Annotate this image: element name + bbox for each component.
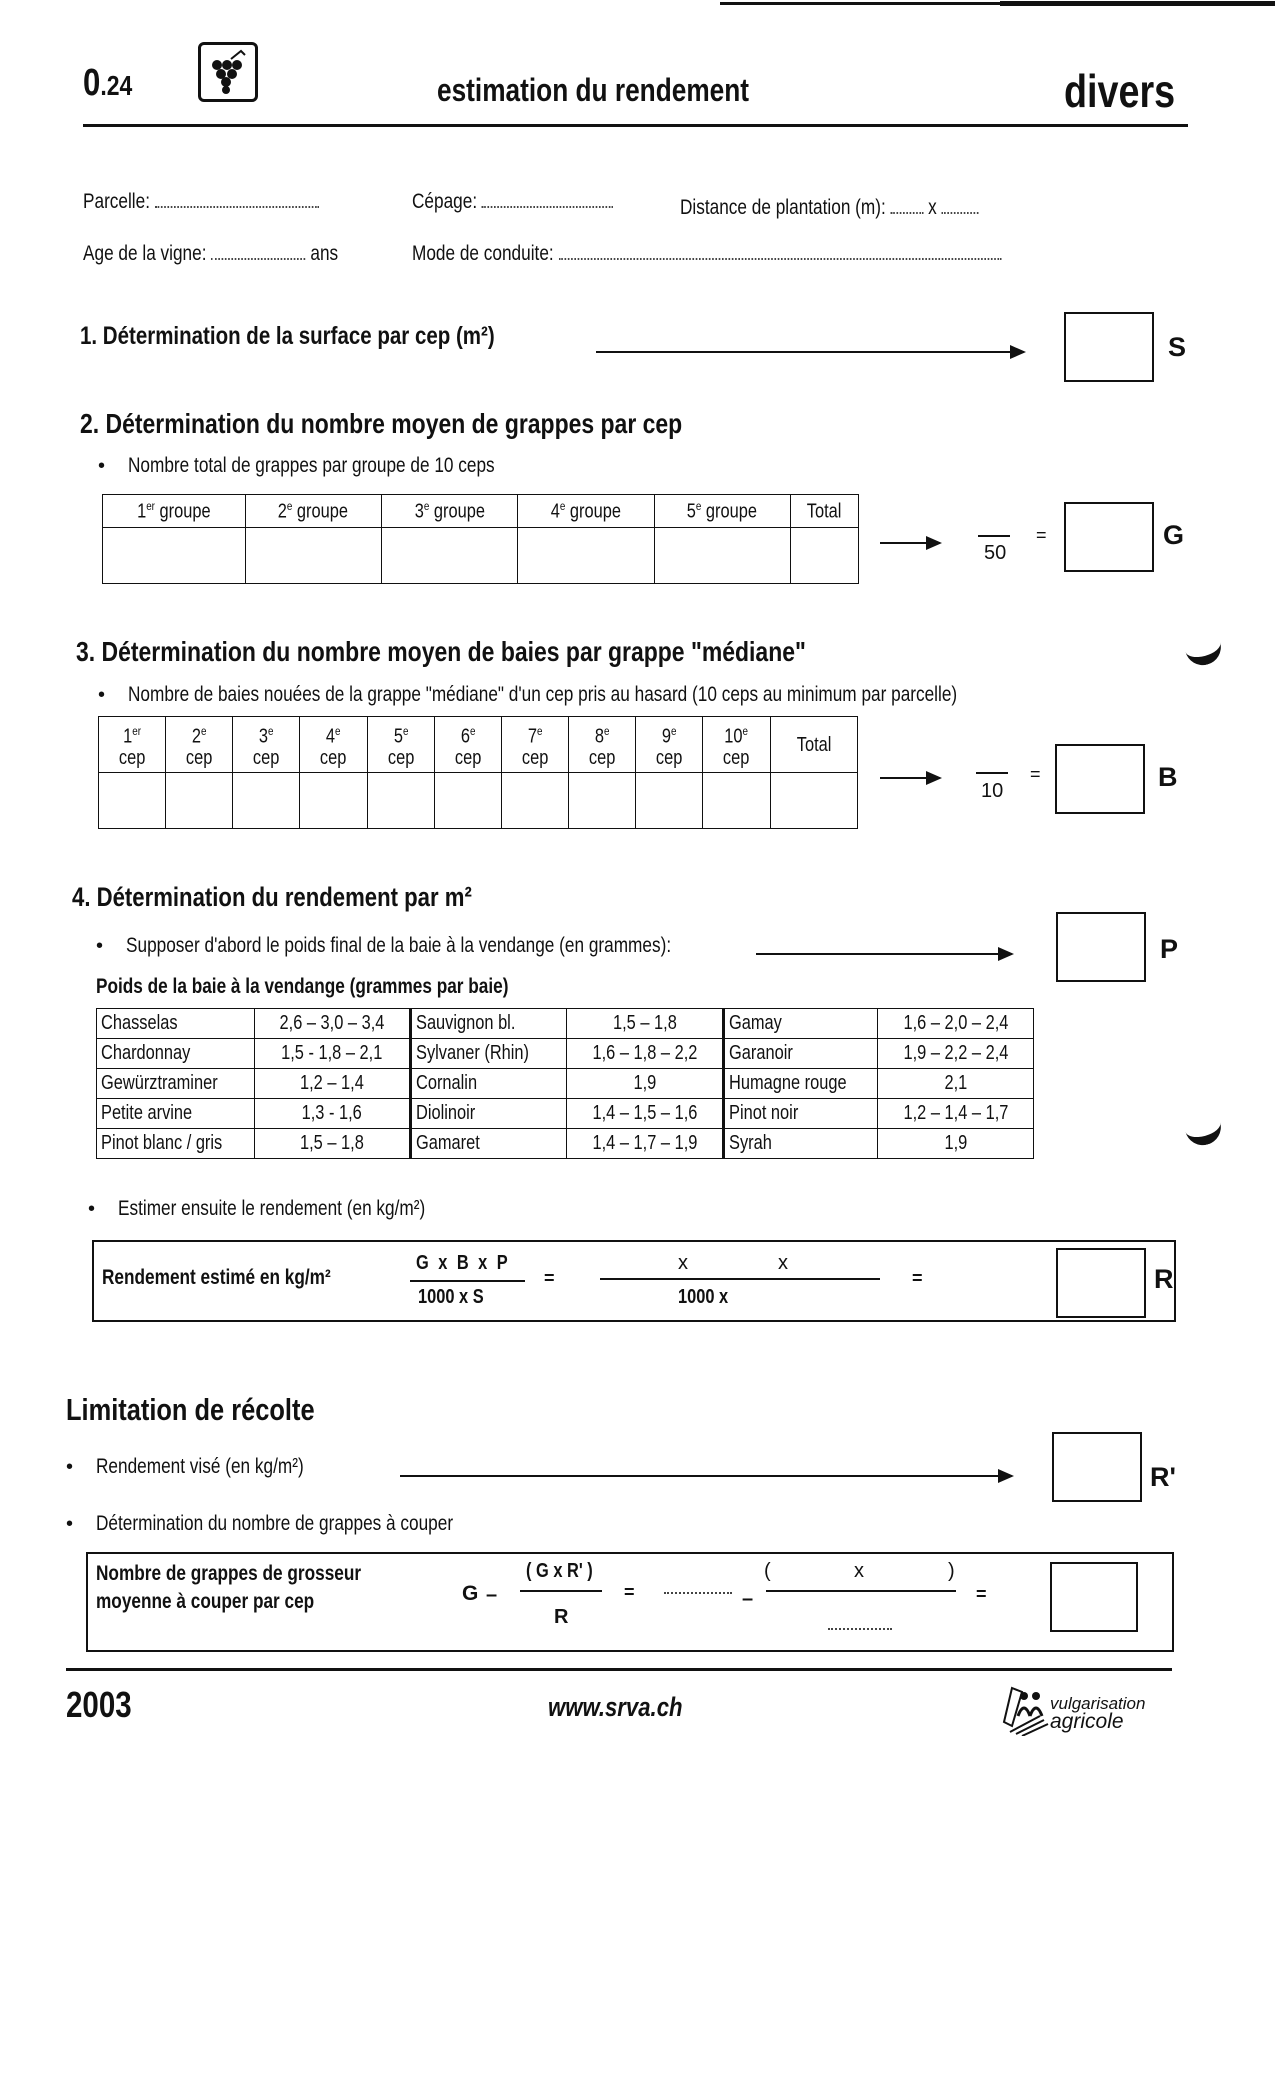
- limitation-title: Limitation de récolte: [66, 1392, 315, 1427]
- grape-cluster-icon: [198, 42, 258, 102]
- header-rule: [83, 124, 1188, 127]
- p-result-label: P: [1160, 934, 1179, 964]
- baies-input-cell[interactable]: [99, 773, 166, 829]
- formula-x: x: [854, 1560, 864, 1582]
- limitation-bullet2: • Détermination du nombre de grappes à couper: [66, 1512, 531, 1536]
- binder-hole-mark: [1183, 1114, 1225, 1149]
- footer-year: 2003: [66, 1684, 132, 1725]
- section2-title: 2. Détermination du nombre moyen de grappes par cep: [80, 408, 683, 439]
- parcelle-field[interactable]: [155, 192, 319, 208]
- berry-weight-cell: 1,2 – 1,4: [254, 1069, 411, 1099]
- distance-label: Distance de plantation (m):: [680, 196, 886, 219]
- cepage-name-cell: Pinot blanc / gris: [97, 1129, 255, 1159]
- age-label: Age de la vigne:: [83, 242, 207, 265]
- baies-col-header: 1er cep: [99, 717, 166, 773]
- grappes-col-header: 2e groupe: [245, 495, 381, 528]
- formula-gr-numerator: ( G x R' ): [526, 1560, 593, 1582]
- mode-field[interactable]: [558, 244, 1001, 260]
- g-equals: =: [1036, 525, 1047, 545]
- baies-col-header: Total: [770, 717, 857, 773]
- formula-fraction-line: [410, 1280, 525, 1282]
- limitation-arrow: [400, 1475, 1012, 1477]
- parcelle-label: Parcelle:: [83, 190, 150, 213]
- sheet-code-main: 0: [83, 62, 101, 104]
- baies-input-cell[interactable]: [367, 773, 434, 829]
- berry-weight-cell: 2,1: [878, 1069, 1034, 1099]
- weights-table: [96, 1008, 1034, 1159]
- logo-line2: agricole: [1050, 1710, 1124, 1733]
- s-result-label: S: [1168, 332, 1187, 362]
- baies-col-header: 9e cep: [636, 717, 703, 773]
- grappes-input-cell[interactable]: [790, 528, 858, 584]
- baies-table: [98, 716, 858, 829]
- grappes-table-header: [103, 495, 859, 528]
- cepage-name-cell: Sauvignon bl.: [411, 1009, 567, 1039]
- section2-arrow: [880, 542, 940, 544]
- weights-table-row: [97, 1129, 1034, 1159]
- top-edge-line-thick: [1000, 1, 1275, 6]
- formula-equals-1: =: [544, 1268, 555, 1288]
- formula-blank-denominator: 1000 x: [678, 1286, 729, 1308]
- baies-col-header: 7e cep: [501, 717, 568, 773]
- formula-blank-sep2: x: [778, 1252, 788, 1274]
- berry-weight-cell: 1,9 – 2,2 – 2,4: [878, 1039, 1034, 1069]
- berry-weight-cell: 1,2 – 1,4 – 1,7: [878, 1099, 1034, 1129]
- distance-field-2[interactable]: [942, 198, 979, 214]
- formula-r-denominator: R: [554, 1606, 569, 1628]
- formula-blank-sep1: x: [678, 1252, 688, 1274]
- section3-arrow: [880, 777, 940, 779]
- weights-table-row: [97, 1069, 1034, 1099]
- cepage-name-cell: Gamaret: [411, 1129, 567, 1159]
- b-divisor: 10: [981, 780, 1004, 802]
- formula-minus-2: –: [742, 1588, 754, 1610]
- baies-col-header: 4e cep: [300, 717, 367, 773]
- cepage-name-cell: Pinot noir: [724, 1099, 878, 1129]
- section1-title: 1. Détermination de la surface par cep (m²): [80, 322, 495, 350]
- berry-weight-cell: 1,3 - 1,6: [254, 1099, 411, 1129]
- age-unit: ans: [310, 242, 339, 265]
- berry-weight-cell: 1,5 - 1,8 – 2,1: [254, 1039, 411, 1069]
- baies-col-header: 3e cep: [233, 717, 300, 773]
- grappes-input-cell[interactable]: [518, 528, 654, 584]
- formula-equals-4: =: [976, 1584, 987, 1604]
- r-result-label: R: [1154, 1264, 1174, 1294]
- baies-col-header: 10e cep: [703, 717, 770, 773]
- cepage-name-cell: Humagne rouge: [724, 1069, 878, 1099]
- baies-input-cell[interactable]: [233, 773, 300, 829]
- grappes-input-cell[interactable]: [245, 528, 381, 584]
- grappes-couper-formula-box: [86, 1552, 1174, 1652]
- grappes-input-cell[interactable]: [103, 528, 246, 584]
- formula-label-line2: moyenne à couper par cep: [96, 1590, 315, 1613]
- distance-group: [680, 196, 1044, 220]
- baies-col-header: 8e cep: [569, 717, 636, 773]
- cepage-name-cell: Garanoir: [724, 1039, 878, 1069]
- grappes-couper-result-box[interactable]: [1050, 1562, 1138, 1632]
- berry-weight-cell: 1,9: [567, 1069, 724, 1099]
- g-result-box[interactable]: [1064, 502, 1154, 572]
- formula-equals-3: =: [624, 1582, 635, 1602]
- section4-title: 4. Détermination du rendement par m²: [72, 882, 472, 912]
- p-result-box[interactable]: [1056, 912, 1146, 982]
- section2-bullet: • Nombre total de grappes par groupe de 10 ceps: [98, 454, 575, 478]
- g-result-label: G: [1163, 520, 1185, 550]
- baies-input-cell[interactable]: [569, 773, 636, 829]
- g-divisor: 50: [984, 542, 1007, 564]
- formula-blank-fraction-line[interactable]: [600, 1278, 880, 1280]
- formula-denominator: 1000 x S: [418, 1286, 484, 1308]
- cepage-name-cell: Syrah: [724, 1129, 878, 1159]
- b-fraction-line: [976, 772, 1008, 774]
- baies-col-header: 2e cep: [166, 717, 233, 773]
- baies-input-cell[interactable]: [770, 773, 857, 829]
- section4-arrow: [756, 953, 1012, 955]
- grappes-table: [102, 494, 859, 584]
- grappes-col-header: Total: [790, 495, 858, 528]
- srva-logo: [1000, 1686, 1170, 1736]
- r-prime-result-box[interactable]: [1052, 1432, 1142, 1502]
- formula-open-paren: (: [764, 1560, 771, 1582]
- sheet-code-sub: .24: [100, 70, 133, 101]
- cepage-name-cell: Diolinoir: [411, 1099, 567, 1129]
- weights-table-row: [97, 1039, 1034, 1069]
- berry-weight-cell: 1,4 – 1,7 – 1,9: [567, 1129, 724, 1159]
- berry-weight-cell: 1,9: [878, 1129, 1034, 1159]
- binder-hole-mark: [1183, 634, 1225, 669]
- distance-separator: x: [928, 196, 937, 219]
- footer-rule: [66, 1668, 1172, 1671]
- b-equals: =: [1030, 764, 1041, 784]
- weights-table-row: [97, 1099, 1034, 1129]
- b-result-box[interactable]: [1055, 744, 1145, 814]
- cepage-name-cell: Gamay: [724, 1009, 878, 1039]
- formula-blank-r[interactable]: [828, 1614, 892, 1630]
- section4-bullet: • Supposer d'abord le poids final de la baie à la vendange (en grammes):: [96, 934, 791, 958]
- grappes-input-cell[interactable]: [381, 528, 517, 584]
- mode-label: Mode de conduite:: [412, 242, 554, 265]
- section1-arrow: [596, 351, 1024, 353]
- cepage-name-cell: Cornalin: [411, 1069, 567, 1099]
- baies-input-cell[interactable]: [300, 773, 367, 829]
- mode-group: [412, 242, 1131, 266]
- weights-table-title: Poids de la baie à la vendange (grammes par baie): [96, 975, 509, 998]
- cepage-name-cell: Chasselas: [97, 1009, 255, 1039]
- g-fraction-line: [978, 535, 1010, 537]
- berry-weight-cell: 1,6 – 1,8 – 2,2: [567, 1039, 724, 1069]
- cepage-name-cell: Gewürztraminer: [97, 1069, 255, 1099]
- section3-bullet: • Nombre de baies nouées de la grappe "médiane" d'un cep pris au hasard (10 ceps au minimum par parcelle): [98, 683, 1139, 707]
- baies-table-header: [99, 717, 858, 773]
- formula-minus-1: –: [486, 1584, 498, 1606]
- formula-close-paren: ): [948, 1560, 955, 1582]
- cepage-name-cell: Chardonnay: [97, 1039, 255, 1069]
- grappes-table-row: [103, 528, 859, 584]
- berry-weight-cell: 1,5 – 1,8: [254, 1129, 411, 1159]
- baies-col-header: 5e cep: [367, 717, 434, 773]
- age-group: [83, 242, 394, 266]
- berry-weight-cell: 1,6 – 2,0 – 2,4: [878, 1009, 1034, 1039]
- grappes-input-cell[interactable]: [654, 528, 790, 584]
- grappes-col-header: 1er groupe: [103, 495, 246, 528]
- b-result-label: B: [1158, 762, 1178, 792]
- s-result-box[interactable]: [1064, 312, 1154, 382]
- cepage-label: Cépage:: [412, 190, 478, 213]
- age-field[interactable]: [211, 244, 305, 260]
- baies-col-header: 6e cep: [434, 717, 501, 773]
- r-result-box[interactable]: [1056, 1248, 1146, 1318]
- sheet-code: [83, 62, 143, 105]
- formula-label-line1: Nombre de grappes de grosseur: [96, 1562, 362, 1585]
- baies-input-cell[interactable]: [636, 773, 703, 829]
- baies-input-cell[interactable]: [434, 773, 501, 829]
- grappes-col-header: 5e groupe: [654, 495, 790, 528]
- berry-weight-cell: 2,6 – 3,0 – 3,4: [254, 1009, 411, 1039]
- grappes-col-header: 4e groupe: [518, 495, 654, 528]
- berry-weight-cell: 1,4 – 1,5 – 1,6: [567, 1099, 724, 1129]
- formula-equals-2: =: [912, 1268, 923, 1288]
- section4-bullet2: • Estimer ensuite le rendement (en kg/m²): [88, 1197, 493, 1221]
- cepage-group: [412, 190, 657, 214]
- berry-weight-cell: 1,5 – 1,8: [567, 1009, 724, 1039]
- baies-input-cell[interactable]: [703, 773, 770, 829]
- rendement-formula-box: [92, 1240, 1176, 1322]
- formula-blank-fraction-line-2[interactable]: [766, 1590, 956, 1592]
- formula-gr-fraction-line: [520, 1590, 602, 1592]
- cepage-name-cell: Sylvaner (Rhin): [411, 1039, 567, 1069]
- formula-g: G: [462, 1582, 479, 1605]
- weights-table-row: [97, 1009, 1034, 1039]
- category-label: divers: [1064, 65, 1176, 117]
- baies-table-row: [99, 773, 858, 829]
- limitation-bullet1: • Rendement visé (en kg/m²): [66, 1455, 349, 1479]
- footer-website[interactable]: www.srva.ch: [548, 1692, 683, 1722]
- page-title: estimation du rendement: [437, 72, 750, 108]
- formula-numerator: G x B x P: [416, 1252, 511, 1274]
- rendement-formula-label: Rendement estimé en kg/m²: [102, 1266, 331, 1289]
- info-row-1: [83, 190, 371, 214]
- grappes-col-header: 3e groupe: [381, 495, 517, 528]
- cepage-name-cell: Petite arvine: [97, 1099, 255, 1129]
- formula-blank-g[interactable]: [664, 1578, 732, 1594]
- r-prime-result-label: R': [1150, 1462, 1176, 1492]
- distance-field-1[interactable]: [891, 198, 924, 214]
- cepage-field[interactable]: [482, 192, 613, 208]
- logo-line1: vulgarisation: [1050, 1694, 1146, 1713]
- baies-input-cell[interactable]: [166, 773, 233, 829]
- baies-input-cell[interactable]: [501, 773, 568, 829]
- section3-title: 3. Détermination du nombre moyen de baies par grappe "médiane": [76, 636, 806, 667]
